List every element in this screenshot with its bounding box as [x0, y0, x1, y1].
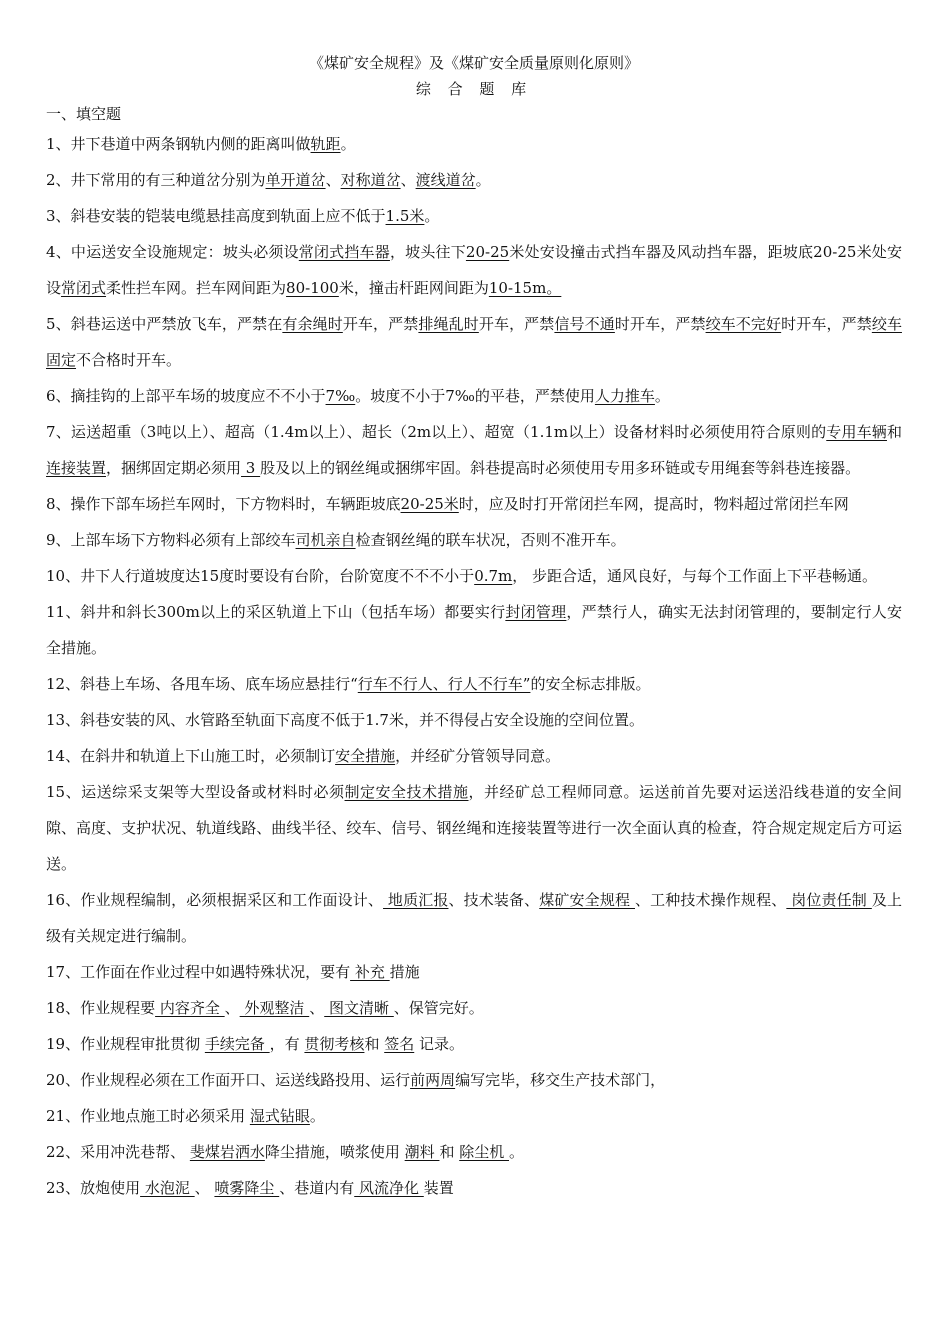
answer-blank: 10-15m。 — [488, 279, 562, 297]
answer-blank: 除尘机 — [459, 1143, 509, 1161]
question-text: 22、采用冲洗巷帮、 — [46, 1143, 190, 1161]
question-text: 13、斜巷安装的风、水管路至轨面下高度不低于1.7米，并不得侵占安全设施的空间位置。 — [46, 711, 644, 729]
question-text: 时开车，严禁 — [781, 315, 872, 333]
question-text: 米处安设撞击式挡车器及风动挡车器，距坡底20-25米处安设 — [46, 243, 902, 297]
question-text: 17、工作面在作业过程中如遇特殊状况，要有 — [46, 963, 351, 981]
answer-blank: 贯彻考核 — [304, 1035, 365, 1053]
answer-blank: 水泡泥 — [140, 1179, 195, 1197]
question-text: 1、井下巷道中两条钢轨内侧的距离叫做 — [46, 135, 311, 153]
question-text: ，并经矿总工程师同意。运送前首先要对运送沿线巷道的安全间隙、高度、支护状况、轨道线路、曲线半径、绞车、信号、钢丝绳和连接装置等进行一次全面认真的检查，符合规定规定后方可运送。 — [46, 783, 902, 873]
question-text: 、 — [194, 1179, 215, 1197]
answer-blank: 喷雾降尘 — [214, 1179, 280, 1197]
question-text: 不合格时开车。 — [76, 351, 182, 369]
question-text: ，捆绑固定期必须用 — [106, 459, 242, 477]
answer-blank: 签名 — [384, 1035, 415, 1053]
answer-blank: 制定安全技术措施 — [344, 783, 469, 801]
answer-blank: 常闭式 — [61, 279, 107, 297]
answer-blank: 绞车固定 — [46, 315, 902, 369]
question-text: 降尘措施，喷浆使用 — [264, 1143, 405, 1161]
answer-blank: 行车不行人、行人不行车” — [357, 675, 531, 693]
answer-blank: 渡线道岔 — [415, 171, 476, 189]
question-item — [46, 378, 902, 414]
answer-blank: 人力推车 — [594, 387, 655, 405]
question-item — [46, 414, 902, 486]
question-text: 、技术装备、 — [448, 891, 540, 909]
question-text: 12、斜巷上车场、各甩车场、底车场应悬挂行“ — [46, 675, 358, 693]
question-text: 开车，严禁 — [342, 315, 419, 333]
question-text: 20、作业规程必须在工作面开口、运送线路投用、运行 — [46, 1071, 411, 1089]
answer-blank: 前两周 — [410, 1071, 456, 1089]
answer-blank: 0.7m — [474, 567, 513, 585]
question-item — [46, 126, 902, 162]
answer-blank: 湿式钻眼 — [249, 1107, 310, 1125]
question-text: 装置 — [423, 1179, 454, 1197]
question-text: 、 — [309, 999, 325, 1017]
question-list — [46, 126, 902, 1206]
question-text: 9、上部车场下方物料必须有上部绞车 — [46, 531, 296, 549]
answer-blank: 专用车辆 — [826, 423, 887, 441]
question-text: 4、中运送安全设施规定：坡头必须设 — [46, 243, 299, 261]
question-text: 开车，严禁 — [478, 315, 555, 333]
question-text: 、工种技术操作规程、 — [635, 891, 787, 909]
question-text: 。 — [509, 1143, 525, 1161]
question-item — [46, 558, 902, 594]
question-text: 、巷道内有 — [279, 1179, 355, 1197]
answer-blank: 20-25 — [465, 243, 510, 261]
question-text: 检查钢丝绳的联车状况，否则不准开车。 — [355, 531, 626, 549]
question-text: 3、斜巷安装的铠装电缆悬挂高度到轨面上应不低于 — [46, 207, 386, 225]
question-text: 、 — [224, 999, 240, 1017]
answer-blank: 斐煤岩洒水 — [189, 1143, 265, 1161]
question-text: 19、作业规程审批贯彻 — [46, 1035, 205, 1053]
question-text: 、 — [400, 171, 416, 189]
question-text: 和 — [886, 423, 902, 441]
question-text: 米，撞击杆距网间距为 — [338, 279, 489, 297]
answer-blank: 封闭管理 — [505, 603, 567, 621]
answer-blank: 20-25米 — [400, 495, 459, 513]
question-text: ，坡头往下 — [389, 243, 466, 261]
question-text: 股及以上的钢丝绳或捆绑牢固。斜巷提高时必须使用专用多环链或专用绳套等斜巷连接器。 — [260, 459, 861, 477]
answer-blank: 信号不通 — [554, 315, 615, 333]
question-text: 7、运送超重（3吨以上）、超高（1.4m以上）、超长（2m以上）、超宽（1.1m以上）设备材料时必须使用符合原则的 — [46, 423, 827, 441]
question-text: 。 — [424, 207, 440, 225]
question-text: 。 — [654, 387, 670, 405]
doc-title: 《煤矿安全规程》及《煤矿安全质量原则化原则》 — [308, 54, 639, 72]
answer-blank: 岗位责任制 — [786, 891, 872, 909]
question-text: 柔性拦车网。拦车网间距为 — [106, 279, 287, 297]
question-text: 23、放炮使用 — [46, 1179, 141, 1197]
question-text: 时，应及时打开常闭拦车网，提高时，物料超过常闭拦车网 — [458, 495, 849, 513]
question-text: 5、斜巷运送中严禁放飞车，严禁在 — [46, 315, 283, 333]
question-text: 。 — [340, 135, 356, 153]
question-item — [46, 1134, 902, 1170]
question-text: 16、作业规程编制，必须根据采区和工作面设计、 — [46, 891, 384, 909]
answer-blank: 手续完备 — [204, 1035, 270, 1053]
question-item — [46, 198, 902, 234]
answer-blank: 7‰ — [325, 387, 356, 405]
answer-blank: 风流净化 — [354, 1179, 424, 1197]
question-text: 2、井下常用的有三种道岔分别为 — [46, 171, 266, 189]
answer-blank: 潮料 — [404, 1143, 440, 1161]
question-text: ，严禁行人，确实无法封闭管理的，要制定行人安全措施。 — [46, 603, 902, 657]
question-item — [46, 234, 902, 306]
question-text: 11、斜井和斜长300m以上的采区轨道上下山（包括车场）都要实行 — [46, 603, 506, 621]
question-text: 10、井下人行道坡度达15度时要设有台阶，台阶宽度不不不小于 — [46, 567, 475, 585]
answer-blank: 80-100 — [286, 279, 339, 297]
question-item — [46, 1026, 902, 1062]
answer-blank: 单开道岔 — [265, 171, 326, 189]
answer-blank: 排绳乱时 — [418, 315, 479, 333]
question-item — [46, 954, 902, 990]
answer-blank: 有余绳时 — [282, 315, 343, 333]
question-text: 的安全标志排版。 — [530, 675, 651, 693]
answer-blank: 3 — [241, 459, 261, 477]
question-text: 编写完毕，移交生产技术部门， — [455, 1071, 666, 1089]
section-heading: 一、填空题 — [46, 105, 122, 123]
question-item — [46, 594, 902, 666]
question-text: ，并经矿分管领导同意。 — [395, 747, 561, 765]
question-item — [46, 162, 902, 198]
question-text: ， 步距合适，通风良好，与每个工作面上下平巷畅通。 — [512, 567, 878, 585]
question-text: 18、作业规程要 — [46, 999, 156, 1017]
question-item — [46, 666, 902, 702]
question-item — [46, 1062, 902, 1098]
answer-blank: 轨距 — [310, 135, 341, 153]
question-text: 8、操作下部车场拦车网时，下方物料时，车辆距坡底 — [46, 495, 401, 513]
answer-blank: 1.5米 — [385, 207, 425, 225]
question-text: 15、运送综采支架等大型设备或材料时必须 — [46, 783, 345, 801]
answer-blank: 连接装置 — [46, 459, 107, 477]
question-text: 记录。 — [414, 1035, 465, 1053]
question-item — [46, 522, 902, 558]
answer-blank: 图文清晰 — [324, 999, 394, 1017]
question-text: 措施 — [389, 963, 420, 981]
question-text: ，有 — [269, 1035, 305, 1053]
question-text: 21、作业地点施工时必须采用 — [46, 1107, 250, 1125]
question-text: 、保管完好。 — [393, 999, 484, 1017]
question-text: 和 — [364, 1035, 385, 1053]
answer-blank: 地质汇报 — [383, 891, 449, 909]
answer-blank: 煤矿安全规程 — [539, 891, 635, 909]
answer-blank: 内容齐全 — [155, 999, 225, 1017]
question-text: 14、在斜井和轨道上下山施工时，必须制订 — [46, 747, 336, 765]
question-item — [46, 882, 902, 954]
question-text: 和 — [439, 1143, 460, 1161]
question-item — [46, 738, 902, 774]
answer-blank: 安全措施 — [335, 747, 396, 765]
question-item — [46, 774, 902, 882]
question-item — [46, 990, 902, 1026]
question-item — [46, 1098, 902, 1134]
answer-blank: 外观整洁 — [239, 999, 310, 1017]
answer-blank: 对称道岔 — [340, 171, 401, 189]
question-text: 。 — [475, 171, 491, 189]
question-text: 时开车，严禁 — [614, 315, 706, 333]
question-item — [46, 486, 902, 522]
answer-blank: 补充 — [350, 963, 390, 981]
answer-blank: 司机亲自 — [295, 531, 356, 549]
question-item — [46, 702, 902, 738]
question-item — [46, 1170, 902, 1206]
question-item — [46, 306, 902, 378]
question-text: 。 — [309, 1107, 325, 1125]
doc-subtitle: 综 合 题 库 — [415, 80, 533, 98]
question-text: 、 — [325, 171, 341, 189]
answer-blank: 绞车不完好 — [705, 315, 782, 333]
answer-blank: 常闭式挡车器 — [298, 243, 390, 261]
question-text: 。坡度不小于7‰的平巷，严禁使用 — [355, 387, 595, 405]
question-text: 6、摘挂钩的上部平车场的坡度应不不小于 — [46, 387, 326, 405]
question-text: 及上级有关规定进行编制。 — [46, 891, 902, 945]
